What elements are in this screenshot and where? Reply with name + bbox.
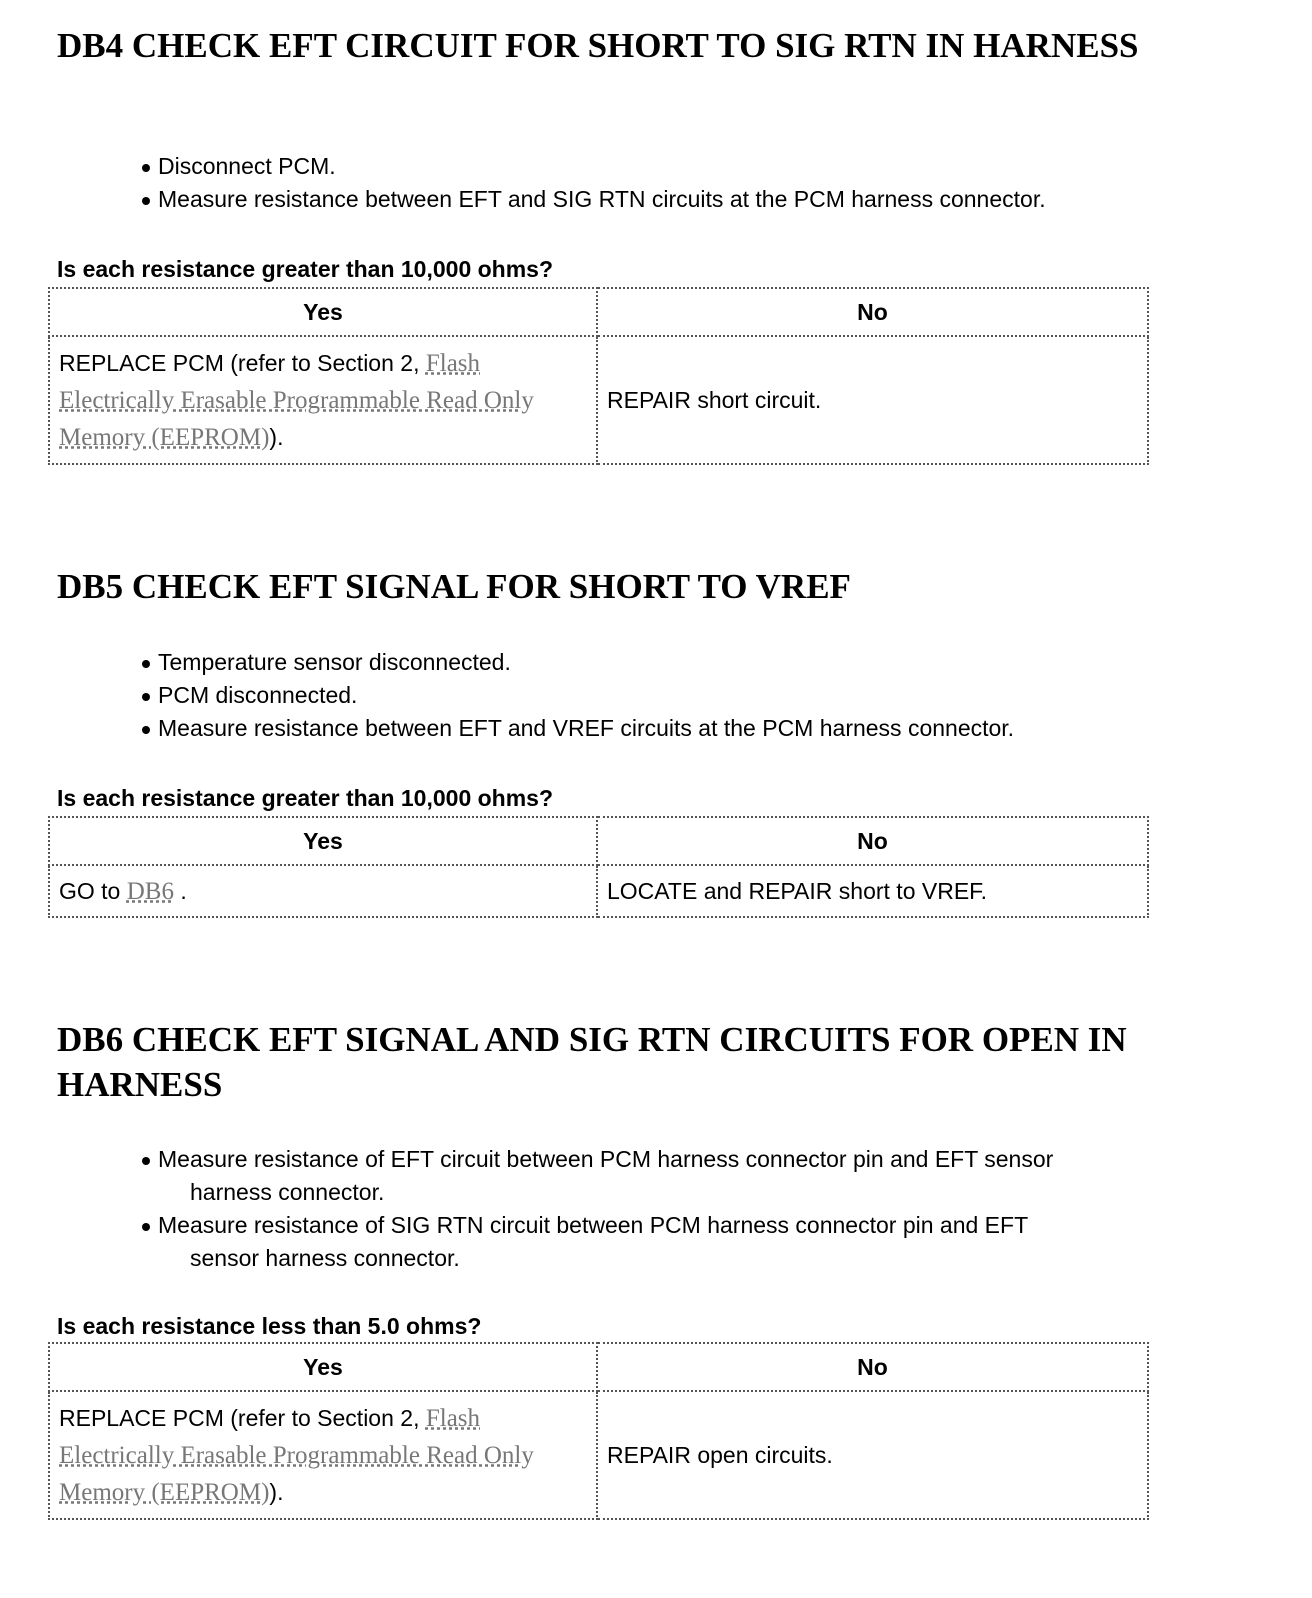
step-line: sensor harness connector. <box>190 1245 460 1271</box>
list-item: PCM disconnected. <box>139 679 1279 712</box>
list-item: Measure resistance between EFT and SIG RTN circuits at the PCM harness connector. <box>139 183 1279 216</box>
yes-header: Yes <box>49 817 597 865</box>
no-header: No <box>597 1343 1148 1391</box>
list-item: Disconnect PCM. <box>139 150 1279 183</box>
yes-suffix: . <box>173 877 187 904</box>
step-line: harness connector. <box>190 1179 385 1205</box>
step-line: Measure resistance of SIG RTN circuit between PCM harness connector pin and EFT <box>158 1212 1029 1238</box>
no-cell: REPAIR short circuit. <box>597 336 1148 464</box>
yes-prefix: REPLACE PCM (refer to Section 2, <box>59 349 426 376</box>
section-db4 <box>57 23 1297 451</box>
yes-prefix: GO to <box>59 877 127 904</box>
no-header: No <box>597 288 1148 336</box>
yes-prefix: REPLACE PCM (refer to Section 2, <box>59 1404 426 1431</box>
db4-result-table <box>48 287 1149 465</box>
no-cell: LOCATE and REPAIR short to VREF. <box>597 865 1148 917</box>
db6-link[interactable]: DB6 <box>126 877 174 905</box>
yes-header: Yes <box>49 1343 597 1391</box>
db5-step-list <box>139 646 1279 745</box>
step-line: Measure resistance of EFT circuit between PCM harness connector pin and EFT sensor <box>158 1146 1054 1172</box>
db6-result-table <box>48 1342 1149 1520</box>
list-item: Measure resistance between EFT and VREF circuits at the PCM harness connector. <box>139 712 1279 745</box>
yes-suffix: ). <box>269 423 284 450</box>
db5-question: Is each resistance greater than 10,000 ohms? <box>57 785 554 811</box>
db5-heading: DB5 CHECK EFT SIGNAL FOR SHORT TO VREF <box>57 567 851 606</box>
section-db5 <box>57 564 1297 905</box>
yes-cell <box>49 865 597 917</box>
db4-heading: DB4 CHECK EFT CIRCUIT FOR SHORT TO SIG RTN IN HARNESS <box>57 26 1139 65</box>
list-item: Temperature sensor disconnected. <box>139 646 1279 679</box>
db6-heading: DB6 CHECK EFT SIGNAL AND SIG RTN CIRCUITS FOR OPEN IN HARNESS <box>57 1020 1127 1104</box>
yes-suffix: ). <box>269 1478 284 1505</box>
no-header: No <box>597 817 1148 865</box>
no-cell: REPAIR open circuits. <box>597 1391 1148 1519</box>
section-db6 <box>57 1017 1297 1506</box>
yes-header: Yes <box>49 288 597 336</box>
db6-question: Is each resistance less than 5.0 ohms? <box>57 1313 482 1339</box>
yes-cell <box>49 1391 597 1519</box>
db4-question: Is each resistance greater than 10,000 ohms? <box>57 256 554 282</box>
list-item <box>139 1209 1279 1275</box>
eeprom-link[interactable]: Flash Electrically Erasable Programmable Read Only Memory (EEPROM) <box>59 1404 534 1506</box>
yes-cell <box>49 336 597 464</box>
db5-result-table <box>48 816 1149 918</box>
db6-step-list <box>139 1143 1279 1275</box>
eeprom-link[interactable]: Flash Electrically Erasable Programmable Read Only Memory (EEPROM) <box>59 349 534 451</box>
list-item <box>139 1143 1279 1209</box>
db4-step-list <box>139 150 1279 216</box>
